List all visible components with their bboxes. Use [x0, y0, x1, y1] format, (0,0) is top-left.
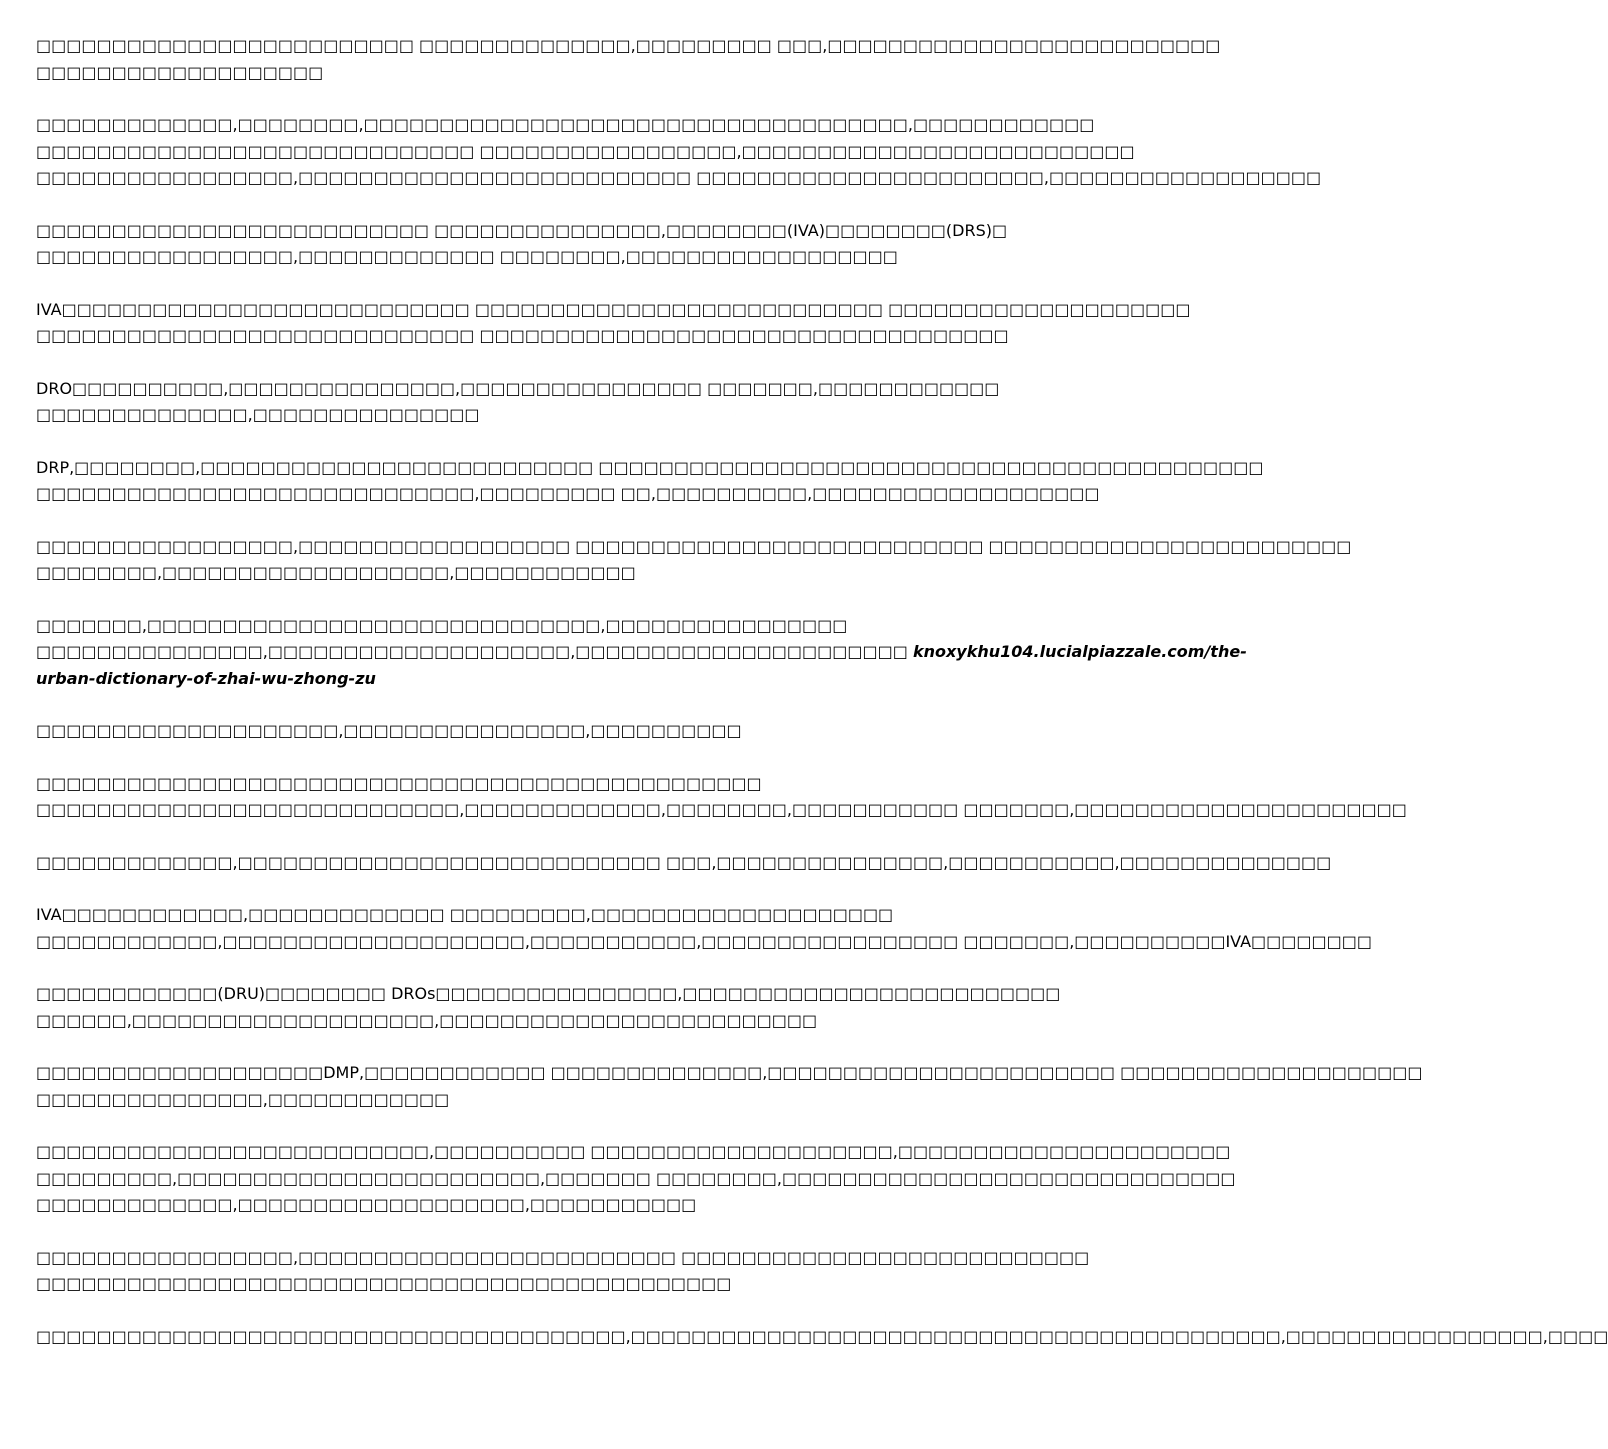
text-line-with-link — [36, 639, 1247, 666]
text-line: □□□□□□□□□□□□□□□□□□□DMP,□□□□□□□□□□□□ □□□□□□□□□□□□□□,□□□□□□□□□□□□□□□□□□□□□□□ □□□□□□□□□□□□□□□□□□□□ — [36, 1063, 1423, 1082]
text-line: □□□□□□□□□□□□□,□□□□□□□□□□□□□□□□□□□,□□□□□□□□□□□ — [36, 1195, 697, 1214]
text-line: □□□□□□□□□□□□□□□□□,□□□□□□□□□□□□□□□□□□□□□□□□□ □□□□□□□□□□□□□□□□□□□□□□□□□□□ — [36, 1247, 1090, 1267]
text-line: □□□□□□,□□□□□□□□□□□□□□□□□□□□,□□□□□□□□□□□□□□□□□□□□□□□□□ — [36, 1010, 818, 1030]
text-line: □□□□□□□□□□□□□□□□□□□ — [36, 62, 324, 82]
text-line: IVA□□□□□□□□□□□□□□□□□□□□□□□□□□□ □□□□□□□□□□□□□□□□□□□□□□□□□□□ □□□□□□□□□□□□□□□□□□□□ — [36, 299, 1191, 319]
text-line: □□□□□□□□□□□□□□□□□□□□□□□□□□□□□□□□□□□□□□□,□□□□□□□□□□□□□□□□□□□□□□□□□□□□□□□□□□□□□□□□□□□,□□□□□□□□□□□□□□□□□,□□□□ — [36, 1326, 1608, 1346]
paragraph-12 — [36, 902, 1372, 955]
paragraph-2 — [36, 112, 1322, 192]
paragraph-3 — [36, 218, 1006, 271]
paragraph-14 — [36, 1060, 1423, 1113]
text-line: □□□□□□□□□□□□□□□□□□□□□□□□□□□□□ □□□□□□□□□□□□□□□□□,□□□□□□□□□□□□□□□□□□□□□□□□□□ — [36, 141, 1135, 161]
text-line: □□□□□□□□□□□□□,□□□□□□□□,□□□□□□□□□□□□□□□□□□□□□□□□□□□□□□□□□□□□,□□□□□□□□□□□□ — [36, 115, 1095, 134]
text-line: □□□□□□□□□□□□□□□□□□□□□□□□□□□□,□□□□□□□□□□□□□,□□□□□□□□,□□□□□□□□□□□ □□□□□□□,□□□□□□□□□□□□□□□□□□□□□□ — [36, 800, 1407, 819]
paragraph-16 — [36, 1245, 1090, 1298]
paragraph-7 — [36, 534, 1352, 587]
text-line: DRO□□□□□□□□□□,□□□□□□□□□□□□□□□,□□□□□□□□□□□□□□□□ □□□□□□□,□□□□□□□□□□□□ — [36, 378, 1000, 398]
text-line: □□□□□□□□□□□□□□□,□□□□□□□□□□□□ — [36, 1089, 450, 1109]
text-line: □□□□□□□□□□□□□□□□□□□□□□□□□ □□□□□□□□□□□□□□,□□□□□□□□□ □□□,□□□□□□□□□□□□□□□□□□□□□□□□□□ — [36, 36, 1221, 55]
document-body — [36, 33, 1608, 1376]
paragraph-8 — [36, 613, 1247, 693]
paragraph-10 — [36, 771, 1407, 824]
text-line: □□□□□□□□□□□□□□□□□□□□□□□□□□ □□□□□□□□□□□□□□□,□□□□□□□□(IVA)□□□□□□□□(DRS)□ — [36, 220, 1008, 240]
article-link-continuation[interactable]: urban-dictionary-of-zhai-wu-zhong-zu — [36, 668, 376, 688]
paragraph-17 — [36, 1324, 1608, 1351]
link-continuation-line — [36, 666, 1006, 693]
text-segment: □□□□□□□□□□□□□□□,□□□□□□□□□□□□□□□□□□□□,□□□□□□□□□□□□□□□□□□□□□□ — [36, 642, 913, 661]
paragraph-11 — [36, 850, 1332, 877]
text-line: □□□□□□□□□□□□□□□□□□□□□□□□□□□□□□□□□□□□□□□□□□□□□□ — [36, 1274, 732, 1293]
text-line: □□□□□□□□□□□□□□□□□□□□□□□□□□,□□□□□□□□□□ □□□□□□□□□□□□□□□□□□□□,□□□□□□□□□□□□□□□□□□□□□□ — [36, 1142, 1231, 1161]
text-line: □□□□□□□□□□□□□□□□□□□□□□□□□□□□□□□□□□□□□□□□□□□□□□□□ — [36, 773, 762, 793]
paragraph-4 — [36, 297, 1191, 350]
paragraph-1 — [36, 33, 1221, 86]
text-line: □□□□□□□□□□□□□□□□□□□□□□□□□□□□□ □□□□□□□□□□□□□□□□□□□□□□□□□□□□□□□□□□□ — [36, 326, 1009, 345]
text-line: □□□□□□□□□□□□□□□□□,□□□□□□□□□□□□□□□□□□□□□□□□□□ □□□□□□□□□□□□□□□□□□□□□□□,□□□□□□□□□□□□□□□□□□ — [36, 168, 1322, 187]
paragraph-5 — [36, 376, 1006, 429]
paragraph-6 — [36, 455, 1264, 508]
text-line: □□□□□□□□□□□□□□□□□□□□,□□□□□□□□□□□□□□□□,□□□□□□□□□□ — [36, 721, 742, 740]
text-line: DRP,□□□□□□□□,□□□□□□□□□□□□□□□□□□□□□□□□□□ □□□□□□□□□□□□□□□□□□□□□□□□□□□□□□□□□□□□□□□□□□□□ — [36, 457, 1264, 477]
text-line: □□□□□□□□□□□□□,□□□□□□□□□□□□□□□□□□□□□□□□□□□□ □□□,□□□□□□□□□□□□□□□,□□□□□□□□□□□,□□□□□□□□□□□□□□ — [36, 852, 1332, 872]
text-line: □□□□□□□□□,□□□□□□□□□□□□□□□□□□□□□□□□,□□□□□□□ □□□□□□□□,□□□□□□□□□□□□□□□□□□□□□□□□□□□□□□ — [36, 1168, 1236, 1188]
article-link[interactable]: knoxykhu104.lucialpiazzale.com/the- — [912, 642, 1247, 661]
text-line: □□□□□□□□□□□□□□,□□□□□□□□□□□□□□□ — [36, 405, 480, 424]
text-line: □□□□□□□□□□□□□□□□□,□□□□□□□□□□□□□□□□□□ □□□□□□□□□□□□□□□□□□□□□□□□□□□ □□□□□□□□□□□□□□□□□□□□□□□□ — [36, 536, 1352, 556]
text-line: □□□□□□□□□□□□□□□□□□□□□□□□□□□□□,□□□□□□□□□ □□,□□□□□□□□□□,□□□□□□□□□□□□□□□□□□□ — [36, 484, 1100, 503]
text-line: □□□□□□□□□□□□,□□□□□□□□□□□□□□□□□□□□,□□□□□□□□□□□,□□□□□□□□□□□□□□□□□ □□□□□□□,□□□□□□□□□□IVA□□□□□□□□ — [36, 931, 1372, 951]
paragraph-15 — [36, 1139, 1236, 1219]
text-line: □□□□□□□,□□□□□□□□□□□□□□□□□□□□□□□□□□□□□□,□□□□□□□□□□□□□□□□ — [36, 615, 848, 635]
text-line: □□□□□□□□□□□□□□□□□,□□□□□□□□□□□□□ □□□□□□□□,□□□□□□□□□□□□□□□□□□ — [36, 247, 898, 266]
paragraph-13 — [36, 981, 1061, 1034]
text-line: □□□□□□□□□□□□(DRU)□□□□□□□□ DROs□□□□□□□□□□□□□□□□,□□□□□□□□□□□□□□□□□□□□□□□□□ — [36, 984, 1061, 1003]
text-line: IVA□□□□□□□□□□□□,□□□□□□□□□□□□□ □□□□□□□□□,□□□□□□□□□□□□□□□□□□□□ — [36, 905, 894, 924]
text-line: □□□□□□□□,□□□□□□□□□□□□□□□□□□□,□□□□□□□□□□□□ — [36, 563, 636, 582]
paragraph-9 — [36, 718, 1006, 745]
